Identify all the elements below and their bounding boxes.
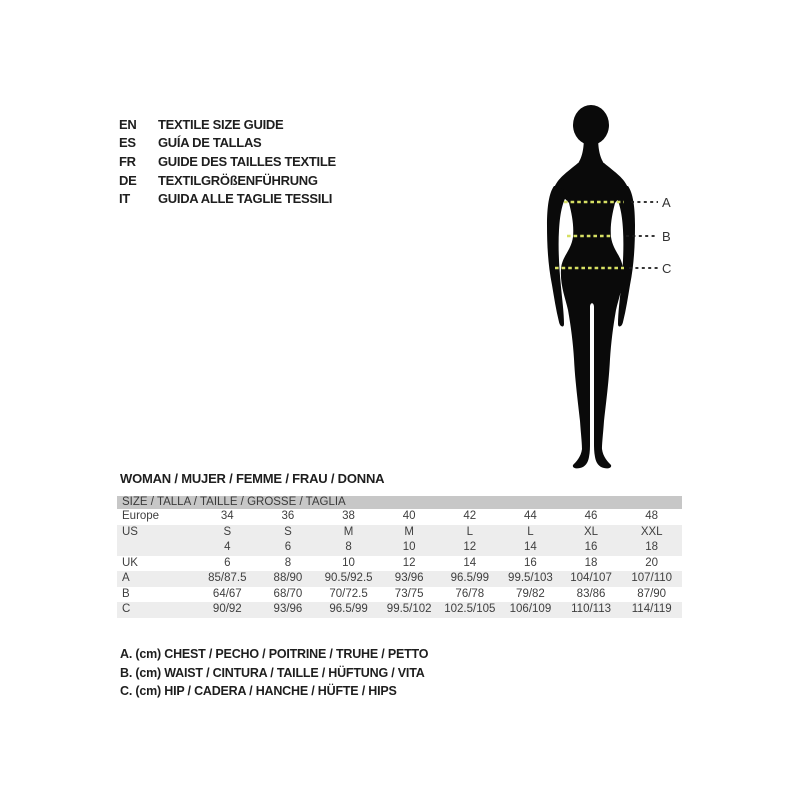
row-label: A	[122, 572, 130, 584]
row-label: C	[122, 603, 131, 615]
size-cell: 79/82	[516, 587, 545, 600]
size-cell: 36	[281, 510, 295, 522]
table-row-us-numbers	[117, 540, 682, 556]
size-cell: 48	[645, 510, 659, 522]
size-cell: 68/70	[273, 587, 303, 600]
size-cell: 102.5/105	[444, 603, 496, 615]
size-cell: 40	[402, 510, 416, 522]
table-header-label: SIZE / TALLA / TAILLE / GRÖSSE / TAGLIA	[117, 496, 682, 509]
table-row-waist-b	[117, 587, 682, 603]
size-cell: 18	[584, 556, 598, 569]
size-cell: L	[466, 525, 474, 538]
language-row-it	[119, 189, 336, 208]
size-cell: 96.5/99	[329, 603, 368, 615]
size-cell: 110/113	[571, 603, 611, 615]
size-cell: XL	[584, 525, 599, 538]
size-cell: 38	[342, 510, 355, 522]
size-cell: L	[527, 525, 534, 538]
row-label	[117, 540, 197, 556]
language-code: DE	[119, 172, 137, 188]
size-cell: 8	[345, 541, 352, 553]
table-row-hip-c	[117, 602, 682, 618]
size-cell: S	[223, 525, 232, 538]
size-cell: 46	[584, 510, 598, 522]
size-cell: 83/86	[576, 587, 606, 600]
size-cell: M	[343, 525, 354, 538]
size-cell: S	[284, 525, 292, 538]
silhouette-left-arm	[547, 186, 568, 326]
size-cell: 16	[524, 556, 537, 569]
language-title: GUIDA ALLE TAGLIE TESSILI	[158, 191, 333, 207]
table-row-us-letters	[117, 525, 682, 541]
row-label: UK	[122, 556, 138, 569]
size-cell: 70/72.5	[329, 587, 368, 600]
size-cell: 64/67	[212, 587, 242, 600]
language-title: GUÍA DE TALLAS	[158, 135, 262, 151]
section-title: WOMAN / MUJER / FEMME / FRAU / DONNA	[120, 471, 385, 486]
size-cell: 99.5/103	[508, 572, 553, 584]
size-cell: 114/119	[631, 603, 672, 615]
size-cell: 85/87.5	[208, 572, 247, 584]
size-cell: 18	[645, 541, 659, 553]
legend-waist: B. (cm) WAIST / CINTURA / TAILLE / HÜFTUNG / VITA	[120, 665, 425, 680]
row-label: B	[122, 587, 130, 600]
measurement-figure	[510, 95, 690, 475]
size-cell: 20	[645, 556, 659, 569]
size-cell: XXL	[640, 525, 663, 538]
woman-silhouette-graphic	[510, 95, 690, 475]
size-cell: 90.5/92.5	[324, 572, 373, 584]
size-cell: 42	[463, 510, 477, 522]
size-cell: 99.5/102	[386, 603, 432, 615]
size-cell: 93/96	[394, 572, 424, 584]
size-cell: M	[404, 525, 414, 538]
size-cell: 8	[284, 556, 292, 569]
table-row-chest-a	[117, 571, 682, 587]
size-cell: 10	[402, 541, 416, 553]
table-row-uk	[117, 556, 682, 572]
size-cell: 90/92	[212, 603, 242, 615]
size-cell: 12	[463, 541, 477, 553]
language-title: TEXTILGRÖßENFÜHRUNG	[158, 172, 318, 188]
silhouette-body	[554, 163, 628, 468]
size-cell: 6	[284, 541, 292, 553]
language-title: GUIDE DES TAILLES TEXTILE	[158, 153, 336, 169]
size-cell: 88/90	[273, 572, 303, 584]
size-cell: 93/96	[273, 603, 303, 615]
language-code: IT	[119, 191, 130, 207]
language-title: TEXTILE SIZE GUIDE	[158, 116, 284, 132]
language-code: FR	[119, 153, 136, 169]
language-row-es	[119, 134, 336, 153]
size-cell: 14	[463, 556, 477, 569]
language-row-de	[119, 171, 336, 190]
size-cell: 10	[342, 556, 355, 569]
language-row-en	[119, 115, 336, 134]
size-cell: 6	[224, 556, 231, 569]
legend-chest: A. (cm) CHEST / PECHO / POITRINE / TRUHE / PETTO	[120, 647, 429, 661]
size-cell: 76/78	[455, 587, 485, 600]
size-cell: 87/90	[637, 587, 667, 600]
waist-label: B	[662, 229, 671, 244]
size-cell: 104/107	[570, 572, 612, 584]
size-cell: 106/109	[509, 603, 552, 615]
language-code: EN	[119, 116, 137, 132]
size-cell: 12	[402, 556, 416, 569]
row-label: Europe	[122, 510, 160, 522]
hip-label: C	[662, 261, 672, 276]
measurement-legend	[120, 645, 428, 701]
table-row-europe	[117, 509, 682, 525]
chest-label: A	[662, 195, 671, 210]
size-cell: 4	[224, 541, 231, 553]
size-cell: 16	[584, 541, 598, 553]
table-header-row	[117, 496, 682, 509]
size-table	[117, 496, 682, 618]
size-cell: 34	[220, 510, 234, 522]
legend-hip: C. (cm) HIP / CADERA / HANCHE / HÜFTE / HIPS	[120, 684, 397, 699]
language-code: ES	[119, 135, 136, 151]
size-cell: 44	[524, 510, 537, 522]
size-cell: 73/75	[394, 587, 424, 600]
size-cell: 107/110	[631, 572, 673, 584]
size-cell: 14	[524, 541, 537, 553]
row-label: US	[122, 525, 138, 538]
size-cell: 96.5/99	[450, 572, 489, 584]
language-list	[119, 115, 336, 208]
language-row-fr	[119, 152, 336, 171]
